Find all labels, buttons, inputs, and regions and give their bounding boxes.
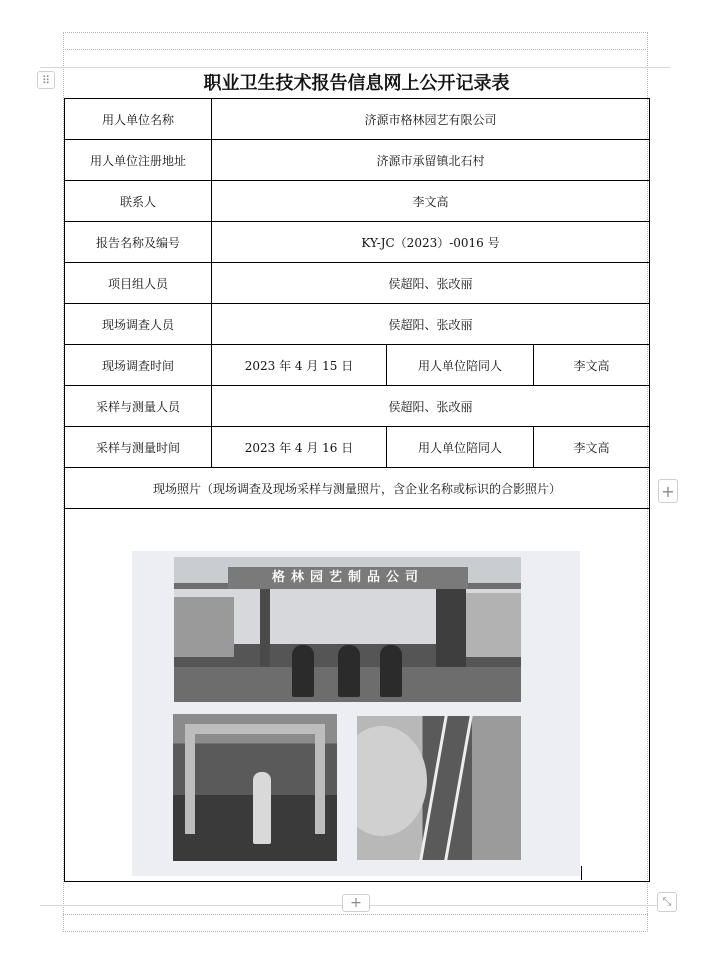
add-column-icon[interactable]: +	[658, 479, 678, 503]
equipment-photo	[357, 716, 521, 860]
team-label[interactable]: 项目组人员	[65, 263, 212, 304]
sampling-companion-label[interactable]: 用人单位陪同人	[387, 427, 534, 468]
table-move-handle-icon[interactable]: ⠿	[37, 71, 55, 89]
survey-staff-value[interactable]: 侯超阳、张改丽	[212, 304, 650, 345]
gate-sign: 格林园艺制品公司	[228, 567, 468, 589]
table-row	[65, 140, 650, 181]
sampling-time-label[interactable]: 采样与测量时间	[65, 427, 212, 468]
margin-guide-bottom-2	[63, 931, 648, 932]
unit-name-value[interactable]: 济源市格林园艺有限公司	[212, 99, 650, 140]
table-row	[65, 345, 650, 386]
record-table	[64, 98, 650, 882]
survey-companion-label[interactable]: 用人单位陪同人	[387, 345, 534, 386]
page-top-line	[40, 67, 670, 68]
survey-staff-label[interactable]: 现场调查人员	[65, 304, 212, 345]
contact-value[interactable]: 李文高	[212, 181, 650, 222]
survey-time-label[interactable]: 现场调查时间	[65, 345, 212, 386]
workshop-sampling-photo	[173, 714, 337, 861]
site-photo-collage[interactable]	[132, 551, 580, 876]
report-value[interactable]: KY-JC（2023）-0016 号	[212, 222, 650, 263]
table-row	[65, 181, 650, 222]
survey-time-value[interactable]: 2023 年 4 月 15 日	[212, 345, 387, 386]
sampling-staff-label[interactable]: 采样与测量人员	[65, 386, 212, 427]
margin-guide-top	[63, 32, 648, 33]
table-row	[65, 427, 650, 468]
gate-group-photo	[174, 557, 521, 702]
address-label[interactable]: 用人单位注册地址	[65, 140, 212, 181]
person-figure	[292, 645, 314, 697]
address-value[interactable]: 济源市承留镇北石村	[212, 140, 650, 181]
survey-companion-value[interactable]: 李文高	[534, 345, 650, 386]
table-row	[65, 468, 650, 509]
table-row	[65, 263, 650, 304]
margin-guide-top-2	[63, 49, 648, 50]
person-figure	[338, 645, 360, 697]
worker-figure	[253, 772, 271, 844]
sampling-time-value[interactable]: 2023 年 4 月 16 日	[212, 427, 387, 468]
page-title: 职业卫生技术报告信息网上公开记录表	[203, 73, 510, 94]
photo-caption[interactable]: 现场照片（现场调查及现场采样与测量照片，含企业名称或标识的合影照片）	[65, 468, 650, 509]
add-row-icon[interactable]: +	[342, 894, 370, 912]
resize-table-icon[interactable]: ⤡	[657, 892, 677, 912]
report-label[interactable]: 报告名称及编号	[65, 222, 212, 263]
contact-label[interactable]: 联系人	[65, 181, 212, 222]
table-row	[65, 509, 650, 882]
person-figure	[380, 645, 402, 697]
text-cursor	[581, 866, 582, 880]
photo-cell[interactable]	[65, 509, 650, 882]
unit-name-label[interactable]: 用人单位名称	[65, 99, 212, 140]
sampling-staff-value[interactable]: 侯超阳、张改丽	[212, 386, 650, 427]
team-value[interactable]: 侯超阳、张改丽	[212, 263, 650, 304]
sampling-companion-value[interactable]: 李文高	[534, 427, 650, 468]
margin-guide-bottom	[63, 914, 648, 915]
table-row	[65, 304, 650, 345]
table-row	[65, 99, 650, 140]
table-row	[65, 222, 650, 263]
table-row	[65, 386, 650, 427]
